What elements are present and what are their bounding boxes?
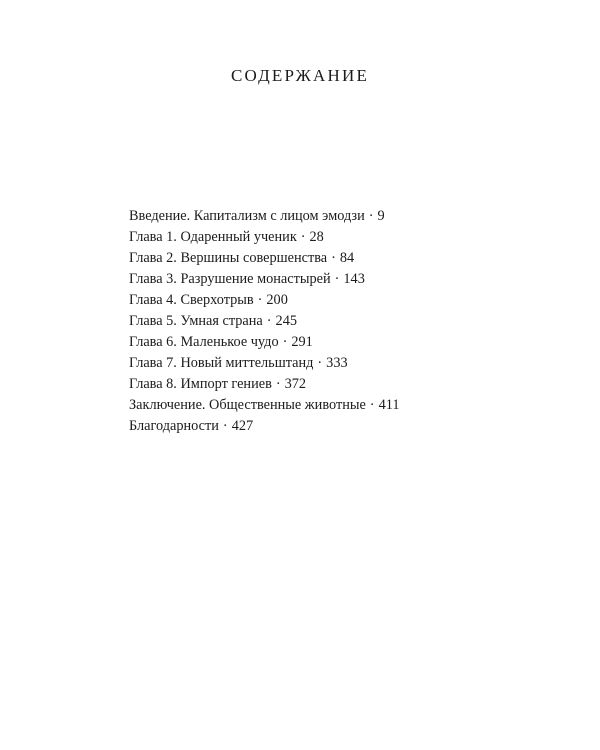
toc-separator: ·: [266, 313, 272, 329]
toc-separator: ·: [257, 292, 263, 308]
toc-entry-label: Заключение. Общественные животные: [129, 397, 366, 413]
toc-entry: [129, 227, 399, 248]
toc-separator: ·: [222, 418, 228, 434]
toc-entry: [129, 206, 399, 227]
toc-separator: ·: [331, 250, 336, 266]
toc-separator: ·: [334, 271, 340, 287]
toc-entry-page: 427: [231, 418, 254, 434]
toc-entry-label: Глава 8. Импорт гениев: [129, 376, 272, 392]
toc-entry: [129, 395, 399, 416]
toc-entry: [129, 374, 399, 395]
toc-entry: [129, 269, 399, 290]
toc-entry-page: 372: [284, 376, 307, 392]
toc-separator: ·: [369, 397, 375, 413]
toc-separator: ·: [275, 376, 281, 392]
toc-entry-label: Глава 2. Вершины совершенства: [129, 250, 328, 266]
toc-entry-label: Глава 1. Одаренный ученик: [129, 229, 297, 245]
toc-entry: [129, 290, 399, 311]
toc-entry-page: 84: [339, 250, 355, 266]
toc-separator: ·: [282, 334, 288, 350]
toc-entry-page: 28: [309, 229, 324, 245]
toc-separator: ·: [300, 229, 306, 245]
toc-entry-label: Глава 7. Новый миттельштанд: [129, 355, 314, 371]
toc-entry: [129, 416, 399, 437]
toc-entry-page: 411: [378, 397, 400, 413]
toc-entry: [129, 332, 399, 353]
toc-entry-page: 333: [326, 355, 348, 371]
toc-entry-label: Введение. Капитализм с лицом эмодзи: [129, 208, 365, 224]
toc-entry-label: Глава 4. Сверхотрыв: [129, 292, 254, 308]
toc-separator: ·: [317, 355, 323, 371]
toc-entry-page: 200: [266, 292, 288, 308]
toc-entry: [129, 353, 399, 374]
toc-entry-label: Глава 6. Маленькое чудо: [129, 334, 279, 350]
page-title: СОДЕРЖАНИЕ: [230, 66, 370, 85]
table-of-contents: [129, 206, 399, 437]
toc-entry-label: Глава 3. Разрушение монастырей: [129, 271, 331, 287]
toc-entry-page: 245: [275, 313, 297, 329]
toc-entry-page: 9: [377, 208, 385, 224]
toc-entry: [129, 311, 399, 332]
toc-entry-label: Благодарности: [129, 418, 219, 434]
toc-entry: [129, 248, 399, 269]
toc-separator: ·: [368, 208, 374, 224]
toc-entry-page: 143: [343, 271, 365, 287]
toc-entry-page: 291: [291, 334, 313, 350]
toc-entry-label: Глава 5. Умная страна: [129, 313, 263, 329]
